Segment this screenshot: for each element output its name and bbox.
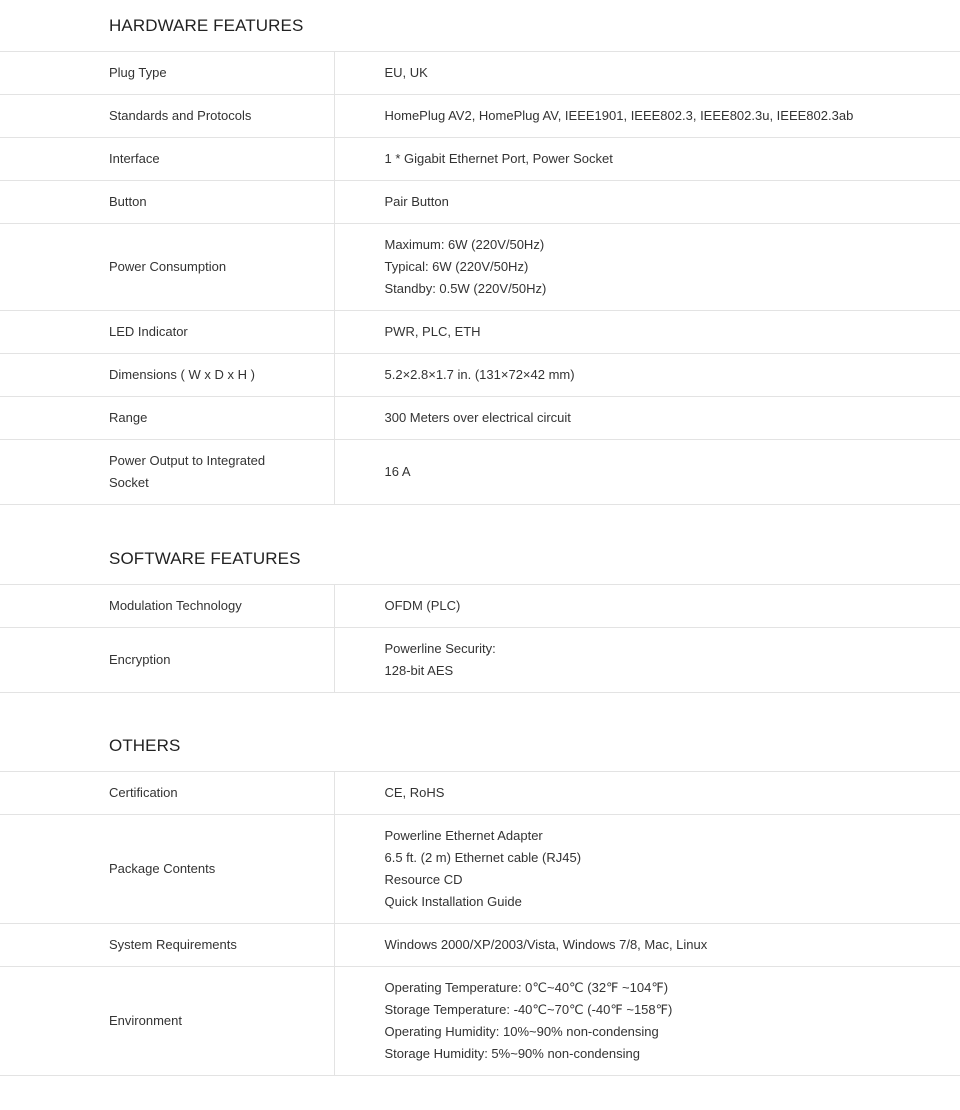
spec-label: Range <box>0 397 334 440</box>
spec-value: 16 A <box>334 440 960 505</box>
spec-value: Maximum: 6W (220V/50Hz) Typical: 6W (220V/50Hz) Standby: 0.5W (220V/50Hz) <box>334 224 960 311</box>
table-row <box>0 967 960 1076</box>
table-row <box>0 924 960 967</box>
spec-label: Dimensions ( W x D x H ) <box>0 354 334 397</box>
spec-label: Plug Type <box>0 52 334 95</box>
table-row <box>0 224 960 311</box>
table-row <box>0 397 960 440</box>
spec-label: Power Consumption <box>0 224 334 311</box>
table-row <box>0 628 960 693</box>
spec-label: LED Indicator <box>0 311 334 354</box>
table-row <box>0 311 960 354</box>
spec-value: Powerline Security: 128-bit AES <box>334 628 960 693</box>
section-spacer <box>0 693 960 720</box>
spec-value: OFDM (PLC) <box>334 585 960 628</box>
spec-label: Standards and Protocols <box>0 95 334 138</box>
table-row <box>0 815 960 924</box>
spec-value: 300 Meters over electrical circuit <box>334 397 960 440</box>
table-row <box>0 95 960 138</box>
others-spec-table <box>0 771 960 1076</box>
spec-value: Operating Temperature: 0℃~40℃ (32℉ ~104℉) Storage Temperature: -40℃~70℃ (-40℉ ~158℉) Operating Humidity: 10%~90% non-condensing Storage Humidity: 5%~90% non-condensing <box>334 967 960 1076</box>
section-title-hardware: HARDWARE FEATURES <box>109 15 304 35</box>
software-features-section <box>0 533 960 693</box>
spec-value: Pair Button <box>334 181 960 224</box>
table-row <box>0 585 960 628</box>
spec-value: Powerline Ethernet Adapter 6.5 ft. (2 m) Ethernet cable (RJ45) Resource CD Quick Installation Guide <box>334 815 960 924</box>
spec-label: Certification <box>0 772 334 815</box>
spec-label: Modulation Technology <box>0 585 334 628</box>
spec-label: Encryption <box>0 628 334 693</box>
spec-value: 1 * Gigabit Ethernet Port, Power Socket <box>334 138 960 181</box>
table-row <box>0 440 960 505</box>
spec-label: Button <box>0 181 334 224</box>
spec-label: Power Output to Integrated Socket <box>0 440 334 505</box>
spec-value: 5.2×2.8×1.7 in. (131×72×42 mm) <box>334 354 960 397</box>
table-row <box>0 52 960 95</box>
table-row <box>0 354 960 397</box>
spec-label: Interface <box>0 138 334 181</box>
hardware-features-section <box>0 0 960 505</box>
others-section <box>0 720 960 1076</box>
spec-value: EU, UK <box>334 52 960 95</box>
spec-label: Environment <box>0 967 334 1076</box>
section-title-others: OTHERS <box>109 735 181 755</box>
table-row <box>0 138 960 181</box>
spec-label: Package Contents <box>0 815 334 924</box>
hardware-spec-table <box>0 51 960 505</box>
table-row <box>0 181 960 224</box>
table-row <box>0 772 960 815</box>
section-spacer <box>0 505 960 533</box>
spec-value: Windows 2000/XP/2003/Vista, Windows 7/8, Mac, Linux <box>334 924 960 967</box>
spec-label: System Requirements <box>0 924 334 967</box>
section-title-software: SOFTWARE FEATURES <box>109 548 301 568</box>
software-spec-table <box>0 584 960 693</box>
spec-value: PWR, PLC, ETH <box>334 311 960 354</box>
spec-value: HomePlug AV2, HomePlug AV, IEEE1901, IEEE802.3, IEEE802.3u, IEEE802.3ab <box>334 95 960 138</box>
spec-value: CE, RoHS <box>334 772 960 815</box>
